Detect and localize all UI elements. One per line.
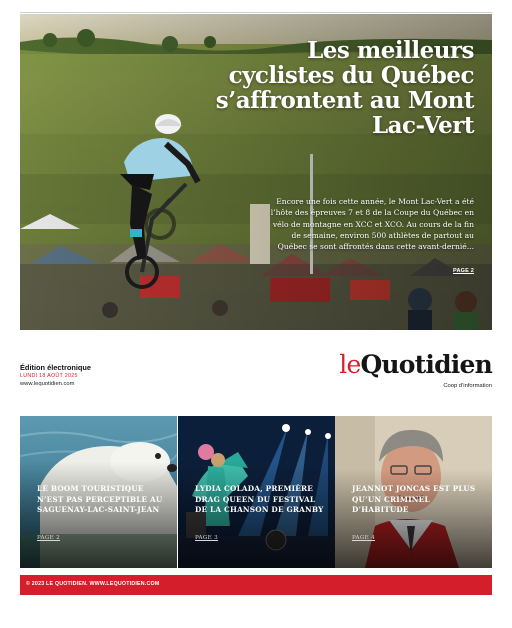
logo-tagline: Coop d’information [443,383,492,389]
website-link[interactable]: www.lequotidien.com [20,381,75,387]
card-title[interactable]: LE BOOM TOURISTIQUE N’EST PAS PERCEPTIBLE AU SAGUENAY-LAC-SAINT-JEAN [37,484,163,515]
hero-headline[interactable]: Les meilleurs cyclistes du Québec s’affrontent au Mont Lac-Vert [215,37,474,139]
edition-date: LUNDI 18 AOÛT 2025 [20,373,78,379]
article-card[interactable] [335,416,492,568]
footer-bar [20,575,492,595]
logo-prefix: le [339,350,361,379]
hero-article[interactable] [20,14,492,330]
card-page-link[interactable]: PAGE 4 [352,535,375,541]
top-divider [20,12,492,13]
le-quotidien-logo[interactable] [339,350,492,380]
article-card[interactable] [178,416,335,568]
card-page-link[interactable]: PAGE 2 [37,535,60,541]
article-card[interactable] [20,416,177,568]
hero-summary: Encore une fois cette année, le Mont Lac-Vert a été l’hôte des épreuves 7 et 8 de la Coupe du Québec en vélo de montagne en XCC et XCO. Au cours de la fin de semaine, environ 500 athlètes de partout au Québec se sont affrontés dans cette avant-dernié... [270,197,474,252]
hero-page-link[interactable]: PAGE 2 [453,268,474,274]
edition-title: Édition électronique [20,363,92,372]
card-title[interactable]: LYDIA COLADA, PREMIÈRE DRAG QUEEN DU FESTIVAL DE LA CHANSON DE GRANBY [195,484,324,515]
logo-name: Quotidien [360,350,492,379]
copyright-text: © 2023 LE QUOTIDIEN. WWW.LEQUOTIDIEN.COM [26,581,160,587]
card-page-link[interactable]: PAGE 3 [195,535,218,541]
card-title[interactable]: JEANNOT JONCAS EST PLUS QU’UN CRIMINEL D’HABITUDE [352,484,476,515]
